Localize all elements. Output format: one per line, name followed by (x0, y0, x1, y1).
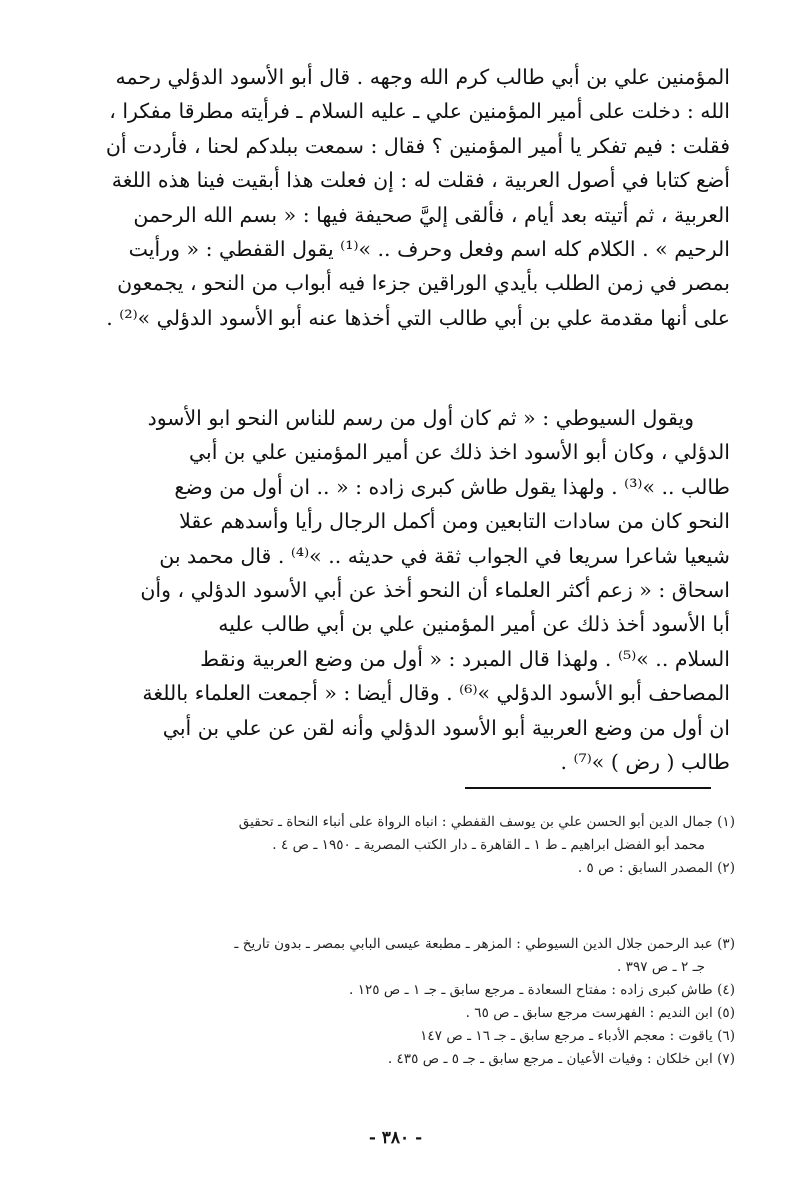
text-line: شيعيا شاعرا سريعا في الجواب ثقة في حديثه .. »⁽⁴⁾ . قال محمد بن (159, 543, 730, 568)
footnote-number: (٢) (717, 860, 735, 876)
text-line: المؤمنين علي بن أبي طالب كرم الله وجهه . قال أبو الأسود الدؤلي رحمه (115, 65, 730, 89)
text-line: اسحاق : « زعم أكثر العلماء أن النحو أخذ عن أبي الأسود الدؤلي ، وأن (140, 578, 730, 603)
text-line: طالب .. »⁽³⁾ . ولهذا يقول طاش كبرى زاده : « .. ان أول من وضع (174, 474, 730, 499)
text-line: الدؤلي ، وكان أبو الأسود اخذ ذلك عن أمير المؤمنين علي بن أبي (188, 440, 730, 465)
text-line: الله : دخلت على أمير المؤمنين علي ـ عليه السلام ـ فرأيته مطرقا مفكرا ، (109, 99, 730, 124)
text-line: على أنها مقدمة علي بن أبي طالب التي أخذها عنه أبو الأسود الدؤلي »⁽²⁾ . (106, 305, 730, 330)
footnote-number: (٣) (717, 936, 735, 952)
footnote-3-continuation: جـ ٢ ـ ص ٣٩٧ . (617, 959, 705, 975)
footnote-3 (80, 933, 735, 956)
footnotes-group-2 (80, 933, 735, 1071)
footnote-1-continuation: محمد أبو الفضل ابراهيم ـ ط ١ ـ القاهرة ـ دار الكتب المصرية ـ ١٩٥٠ ـ ص ٤ . (272, 837, 705, 853)
footnote-number: (١) (717, 814, 735, 830)
footnote-number: (٦) (717, 1028, 735, 1044)
text-line: أضع كتابا في أصول العربية ، فقلت له : إن فعلت هذا أبقيت فينا هذه اللغة (111, 168, 730, 193)
footnote-text: ياقوت : معجم الأدباء ـ مرجع سابق ـ جـ ١٦ ـ ص ١٤٧ (420, 1028, 713, 1044)
text-line: أبا الأسود أخذ ذلك عن أمير المؤمنين علي بن أبي طالب عليه (218, 612, 730, 637)
footnote-6 (80, 1025, 735, 1048)
footnote-2 (80, 857, 735, 880)
paragraph-2 (80, 401, 730, 779)
footnote-separator (465, 787, 711, 789)
footnote-text: عبد الرحمن جلال الدين السيوطي : المزهر ـ مطبعة عيسى البابي بمصر ـ بدون تاريخ ـ (234, 936, 713, 952)
page-number: - ٣٨٠ - (368, 1128, 423, 1148)
text-line: فقلت : فيم تفكر يا أمير المؤمنين ؟ فقال : سمعت ببلدكم لحنا ، فأردت أن (105, 133, 730, 158)
footnote-4 (80, 979, 735, 1002)
text-line: النحو كان من سادات التابعين ومن أكمل الرجال رأيا وأسدهم عقلا (179, 509, 730, 534)
footnote-7 (80, 1048, 735, 1071)
footnote-1 (80, 811, 735, 834)
text-line: العربية ، ثم أتيته بعد أيام ، فألقى إليَّ صحيفة فيها : « بسم الله الرحمن (133, 202, 730, 227)
text-line: ان أول من وضع العربية أبو الأسود الدؤلي وأنه لقن عن علي بن أبي (162, 715, 730, 740)
footnote-text: جمال الدين أبو الحسن علي بن يوسف القفطي : انباه الرواة على أنباء النحاة ـ تحقيق (238, 814, 713, 830)
footnote-number: (٧) (717, 1051, 735, 1067)
footnote-number: (٥) (717, 1005, 735, 1021)
footnote-text: طاش كبرى زاده : مفتاح السعادة ـ مرجع سابق ـ جـ ١ ـ ص ١٢٥ . (349, 982, 713, 998)
footnote-number: (٤) (717, 982, 735, 998)
footnotes-group-1 (80, 811, 735, 880)
paragraph-1 (80, 60, 730, 335)
footnote-5 (80, 1002, 735, 1025)
footnote-text: ابن النديم : الفهرست مرجع سابق ـ ص ٦٥ . (465, 1005, 713, 1021)
text-line: الرحيم » . الكلام كله اسم وفعل وحرف .. »⁽¹⁾ يقول القفطي : « ورأيت (128, 237, 730, 262)
footnote-text: المصدر السابق : ص ٥ . (577, 860, 713, 876)
text-line: طالب ( رض ) »⁽⁷⁾ . (560, 750, 730, 775)
text-line: بمصر في زمن الطلب بأيدي الوراقين جزءا فيه أبواب من النحو ، يجمعون (117, 271, 730, 296)
footnote-text: ابن خلكان : وفيات الأعيان ـ مرجع سابق ـ جـ ٥ ـ ص ٤٣٥ . (387, 1051, 713, 1067)
text-line: السلام .. »⁽⁵⁾ . ولهذا قال المبرد : « أول من وضع العربية ونقط (200, 646, 730, 671)
text-line: المصاحف أبو الأسود الدؤلي »⁽⁶⁾ . وقال أيضا : « أجمعت العلماء باللغة (142, 681, 730, 706)
text-line: ويقول السيوطي : « ثم كان أول من رسم للناس النحو ابو الأسود (147, 406, 694, 430)
